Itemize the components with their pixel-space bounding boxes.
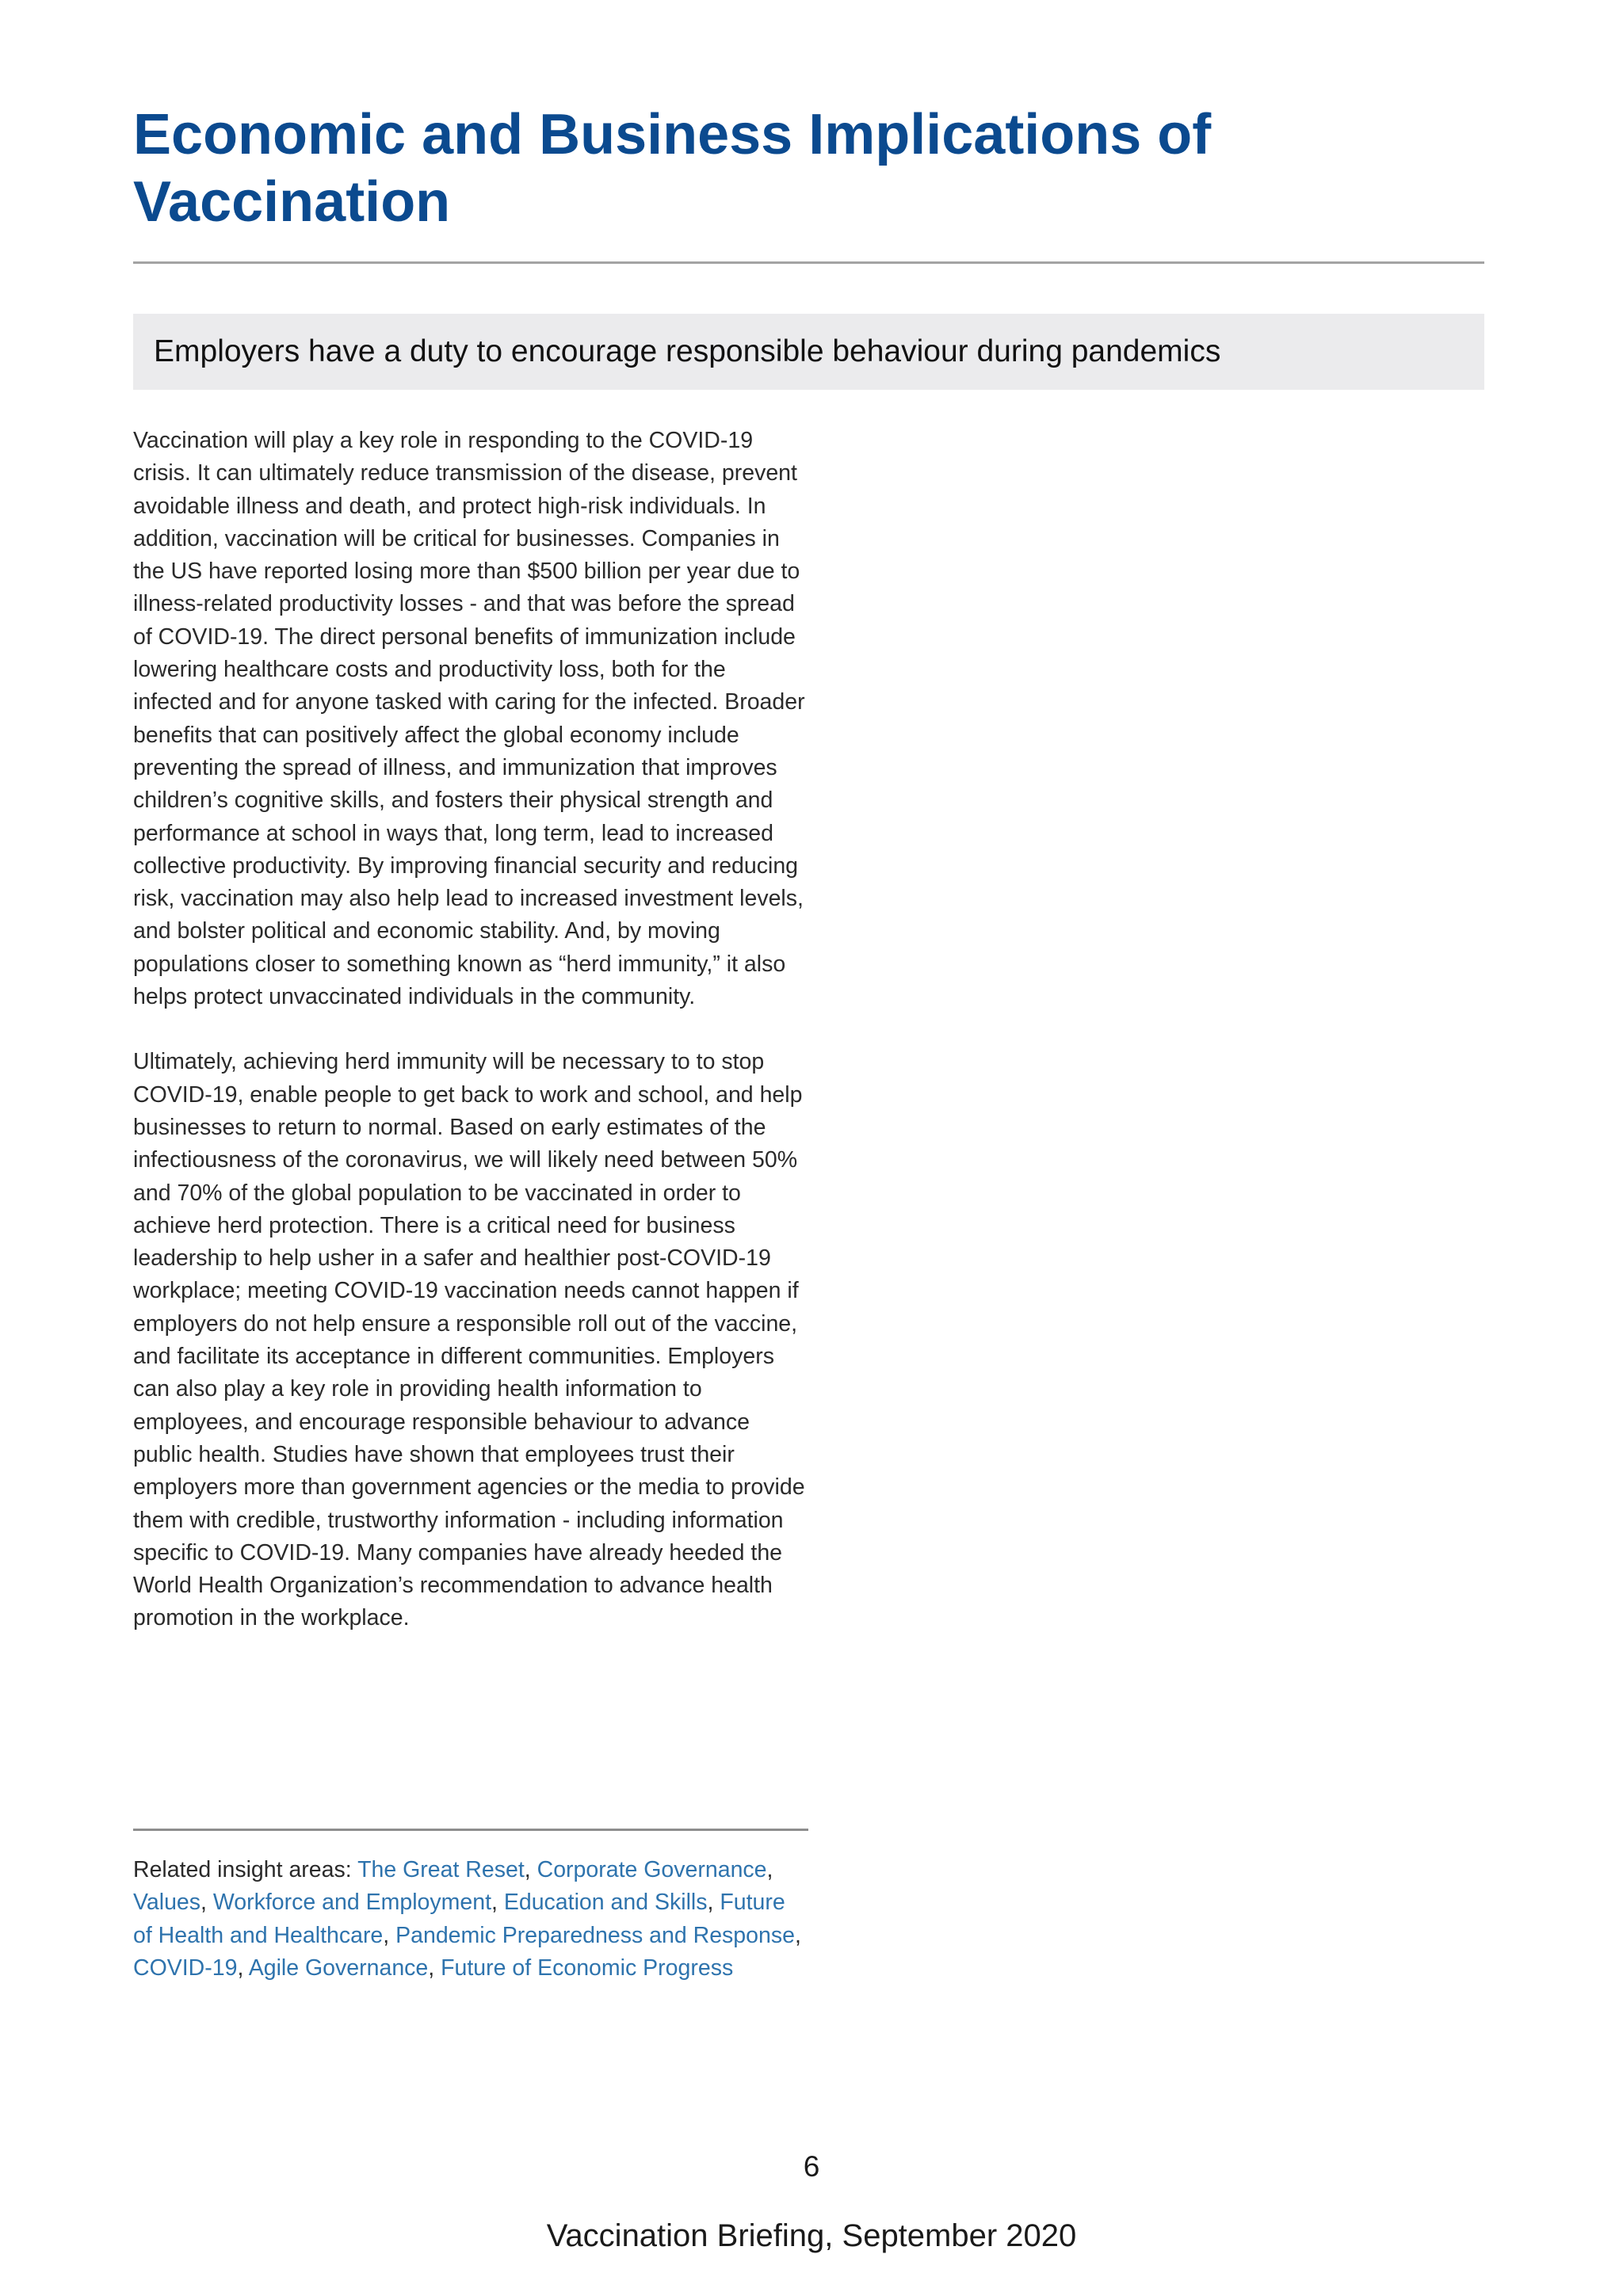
body-column [133,425,808,1635]
section-banner [133,314,1484,390]
footer-text: Vaccination Briefing, September 2020 [546,2218,1077,2253]
related-insight-areas: Related insight areas: The Great Reset, Corporate Governance, Values, Workforce and Employment, Education and Skills, Future of Health and Healthcare, Pandemic Preparedness and Response, COVID-19, Agile Governance, Future of Economic Progress [133,1857,801,1981]
page-title: Economic and Business Implications of Vaccination [133,103,1212,234]
page-number: 6 [803,2150,820,2183]
related-link-corporate-governance[interactable]: Corporate Governance [537,1857,767,1882]
related-link-great-reset[interactable]: The Great Reset [357,1857,525,1882]
related-link-covid-19[interactable]: COVID-19 [133,1955,238,1981]
related-link-values[interactable]: Values [133,1890,201,1916]
related-link-agile-governance[interactable]: Agile Governance [248,1955,429,1981]
related-link-workforce-employment[interactable]: Workforce and Employment [212,1890,491,1916]
related-link-education-skills[interactable]: Education and Skills [503,1890,708,1916]
section-heading: Employers have a duty to encourage responsible behaviour during pandemics [154,334,1221,368]
body-paragraph: Vaccination will play a key role in responding to the COVID-19 crisis. It can ultimately reduce transmission of the disease, prevent avoidable illness and death, and protect high-risk individuals. In addition, vaccination will be critical for businesses. Companies in the US have reported losing more than $500 billion per year due to illness-related productivity losses - and that was before the spread of COVID-19. The direct personal benefits of immunization include lowering healthcare costs and productivity loss, both for the infected and for anyone tasked with caring for the infected. Broader benefits that can positively affect the global economy include preventing the spread of illness, and immunization that improves children’s cognitive skills, and fosters their physical strength and performance at school in ways that, long term, lead to increased collective productivity. By improving financial security and reducing risk, vaccination may also help lead to increased investment levels, and bolster political and economic stability. And, by moving populations closer to something known as “herd immunity,” it also helps protect unvaccinated individuals in the community. [133,428,805,1010]
title-divider [133,261,1484,264]
related-divider [133,1829,808,1831]
related-link-economic-progress[interactable]: Future of Economic Progress [441,1955,734,1981]
related-link-pandemic-preparedness[interactable]: Pandemic Preparedness and Response [395,1922,795,1948]
related-label: Related insight areas: [133,1857,358,1882]
related-link-future-health[interactable]: Future of Health and Healthcare [133,1890,785,1948]
body-paragraph: Ultimately, achieving herd immunity will be necessary to to stop COVID-19, enable people to get back to work and school, and help businesses to return to normal. Based on early estimates of the infectiousness of the coronavirus, we will likely need between 50% and 70% of the global population to be vaccinated in order to achieve herd protection. There is a critical need for business leadership to help usher in a safer and healthier post-COVID-19 workplace; meeting COVID-19 vaccination needs cannot happen if employers do not help ensure a responsible roll out of the vaccine, and facilitate its acceptance in different communities. Employers can also play a key role in providing health information to employees, and encourage responsible behaviour to advance public health. Studies have shown that employees trust their employers more than government agencies or the media to provide them with credible, trustworthy information - including information specific to COVID-19. Many companies have already heeded the World Health Organization’s recommendation to advance health promotion in the workplace. [133,1049,805,1631]
